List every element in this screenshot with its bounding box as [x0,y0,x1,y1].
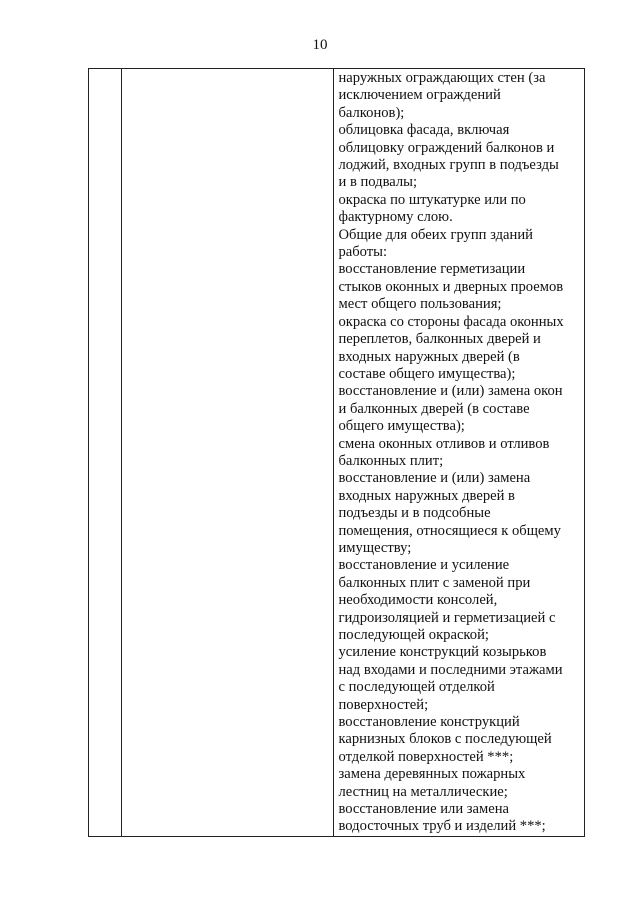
works-line: замена деревянных пожарных [338,766,526,783]
works-line: исключением ограждений [338,87,501,104]
works-line: имуществу; [338,539,412,556]
works-line: балконных плит с заменой при [338,574,531,591]
works-line: поверхностей; [338,696,429,713]
works-line: с последующей отделкой [338,679,495,696]
cell-name-text [122,69,333,70]
works-line: и балконных дверей (в составе [338,400,530,417]
works-line: окраска со стороны фасада оконных [338,313,564,330]
works-line: отделкой поверхностей ***; [338,748,514,765]
works-line: переплетов, балконных дверей и [338,331,541,348]
works-line: наружных ограждающих стен (за [338,70,546,86]
works-line: восстановление герметизации [338,261,526,278]
works-line: входных наружных дверей (в [338,348,520,365]
works-line: лестниц на металлические; [338,783,508,800]
cell-number-text [89,69,121,70]
table-cell-works [334,69,585,837]
works-line: подъезды и в подсобные [338,505,491,522]
works-table [88,68,585,837]
works-line: необходимости консолей, [338,592,498,609]
works-line: и в подвалы; [338,174,418,191]
works-line: мест общего пользования; [338,296,502,313]
works-list [334,69,584,836]
works-line: Общие для обеих групп зданий [338,226,533,243]
works-line: восстановление и усиление [338,557,510,574]
works-line: восстановление и (или) замена окон [338,383,563,400]
works-line: усиление конструкций козырьков [338,644,547,661]
works-line: балконов); [338,104,405,121]
works-line: последующей окраской; [338,627,489,643]
works-line: работы: [338,244,388,261]
works-line: восстановление и (или) замена [338,470,531,487]
table-cell-name [122,69,334,837]
works-line: гидроизоляцией и герметизацией с [338,609,556,626]
works-line: входных наружных дверей в [338,487,515,504]
works-line: балконных плит; [338,452,444,469]
works-line: восстановление конструкций [338,714,520,731]
works-line: фактурному слою. [338,209,453,226]
works-line: стыков оконных и дверных проемов [338,278,564,295]
works-line: облицовка фасада, включая [338,122,510,139]
works-line: лоджий, входных групп в подъезды [338,157,559,174]
works-line: восстановление или замена [338,801,510,818]
works-line: окраска по штукатурке или по [338,191,526,208]
works-line: общего имущества); [338,418,465,435]
works-line: помещения, относящиеся к общему [338,522,561,539]
works-line: водосточных труб и изделий ***; [338,818,546,835]
works-line: составе общего имущества); [338,365,516,382]
works-line: карнизных блоков с последующей [338,731,552,748]
page-number: 10 [312,37,328,53]
works-line: смена оконных отливов и отливов [338,435,550,452]
works-line: над входами и последними этажами [338,661,563,678]
table-row [89,69,585,837]
table-cell-number [89,69,122,837]
works-line: облицовку ограждений балконов и [338,139,555,156]
